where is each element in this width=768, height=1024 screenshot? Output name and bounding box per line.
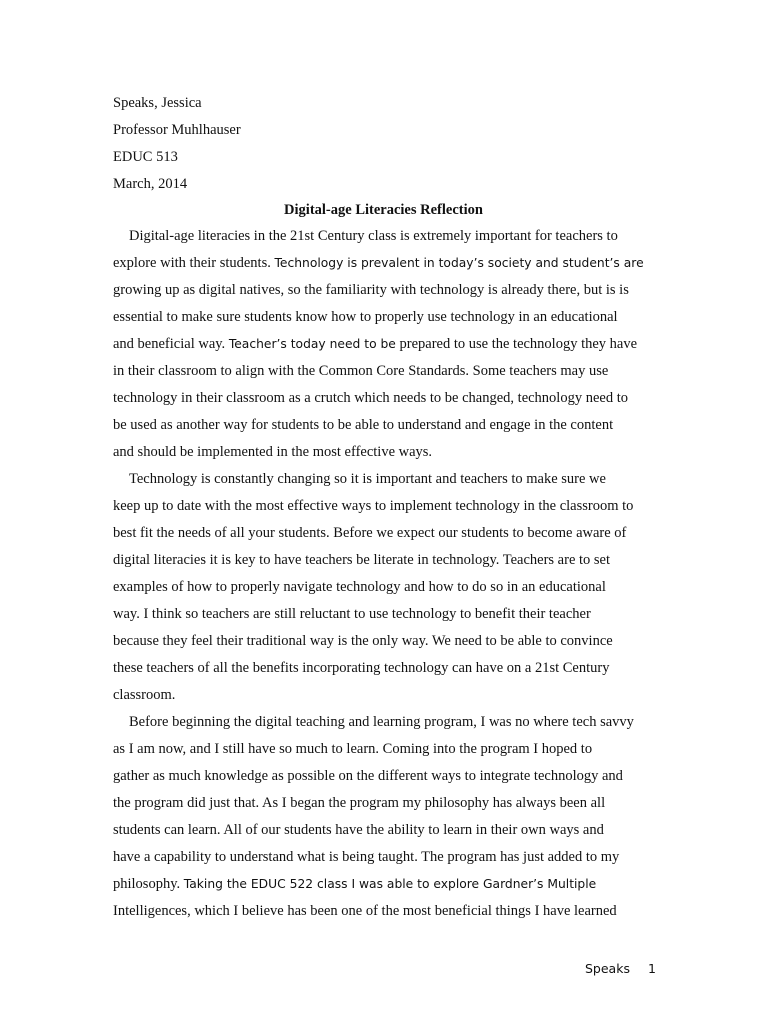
text-run: Before beginning the digital teaching and learning program, I was no where tech savvy [129, 714, 634, 730]
text-run: best fit the needs of all your students. Before we expect our students to become aware of [113, 525, 627, 541]
text-line [113, 790, 658, 817]
text-run: examples of how to properly navigate technology and how to do so in an educational [113, 579, 606, 595]
text-run: have a capability to understand what is being taught. The program has just added to my [113, 849, 620, 865]
document-title: Digital-age Literacies Reflection [284, 202, 483, 218]
text-run: prepared to use the technology they have [395, 336, 638, 352]
text-line [113, 385, 658, 412]
text-line [113, 574, 658, 601]
text-line [113, 817, 658, 844]
text-line [113, 250, 658, 277]
text-run: Technology is constantly changing so it is important and teachers to make sure we [129, 471, 606, 487]
text-line [113, 763, 658, 790]
text-line [113, 439, 658, 466]
text-run: explore with their students. [113, 255, 275, 271]
text-line [113, 520, 658, 547]
page-number: 1 [647, 961, 656, 976]
page-footer [585, 957, 656, 981]
text-run: Technology is prevalent in today’s society and student’s are [274, 256, 644, 270]
text-run: because they feel their traditional way is the only way. We need to be able to convince [113, 633, 613, 649]
text-run: technology in their classroom as a crutch which needs to be changed, technology need to [113, 390, 628, 406]
text-run: the program did just that. As I began the program my philosophy has always been all [113, 795, 606, 811]
text-run: be used as another way for students to be able to understand and engage in the content [113, 417, 614, 433]
text-run: Taking the EDUC 522 class I was able to explore Gardner’s Multiple [183, 877, 597, 891]
text-run: gather as much knowledge as possible on the different ways to integrate technology and [113, 768, 623, 784]
text-line [113, 871, 658, 898]
text-run: and beneficial way. [113, 336, 229, 352]
document-body [113, 223, 658, 925]
text-run: Teacher’s today need to be [228, 337, 396, 351]
text-line [113, 736, 658, 763]
student-name: Speaks, Jessica [113, 95, 202, 111]
text-run: and should be implemented in the most effective ways. [113, 444, 433, 460]
text-run: growing up as digital natives, so the familiarity with technology is already there, but is is [113, 282, 629, 298]
text-line [113, 331, 658, 358]
text-line [113, 709, 658, 736]
heading-block [113, 90, 241, 198]
text-line [113, 628, 658, 655]
text-run: Intelligences, which I believe has been one of the most beneficial things I have learned [113, 903, 617, 919]
text-line [113, 682, 658, 709]
running-head: Speaks [585, 961, 630, 976]
text-run: in their classroom to align with the Common Core Standards. Some teachers may use [113, 363, 609, 379]
text-line [113, 304, 658, 331]
text-run: classroom. [113, 687, 176, 703]
text-run: these teachers of all the benefits incorporating technology can have on a 21st Century [113, 660, 610, 676]
paragraph [113, 223, 658, 466]
course-code: EDUC 513 [113, 149, 178, 165]
text-run: way. I think so teachers are still reluctant to use technology to benefit their teacher [113, 606, 591, 622]
professor-name: Professor Muhlhauser [113, 122, 241, 138]
text-run: digital literacies it is key to have teachers be literate in technology. Teachers are to set [113, 552, 611, 568]
text-line [113, 601, 658, 628]
text-run: philosophy. [113, 876, 184, 892]
text-run: as I am now, and I still have so much to learn. Coming into the program I hoped to [113, 741, 593, 757]
text-run: students can learn. All of our students have the ability to learn in their own ways and [113, 822, 604, 838]
text-line [113, 223, 658, 250]
paragraph [113, 466, 658, 709]
text-line [113, 844, 658, 871]
text-run: essential to make sure students know how to properly use technology in an educational [113, 309, 618, 325]
text-line [113, 277, 658, 304]
text-run: Digital-age literacies in the 21st Century class is extremely important for teachers to [129, 228, 618, 244]
paragraph [113, 709, 658, 925]
text-line [113, 547, 658, 574]
text-run: keep up to date with the most effective ways to implement technology in the classroom to [113, 498, 634, 514]
text-line [113, 358, 658, 385]
text-line [113, 412, 658, 439]
text-line [113, 898, 658, 925]
text-line [113, 466, 658, 493]
text-line [113, 493, 658, 520]
document-date: March, 2014 [113, 176, 188, 192]
text-line [113, 655, 658, 682]
